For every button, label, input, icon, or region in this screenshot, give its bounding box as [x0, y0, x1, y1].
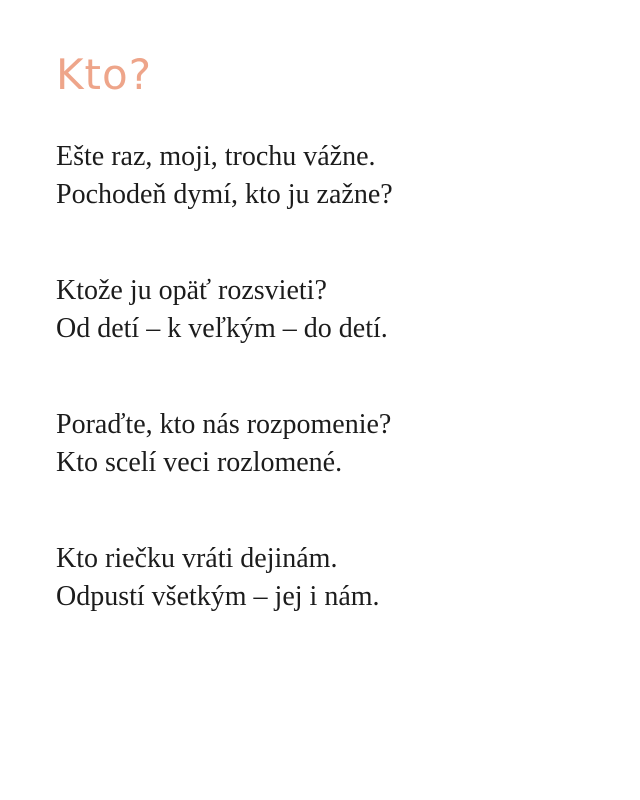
poem-line: Poraďte, kto nás rozpomenie?: [56, 409, 392, 440]
poem-title: Kto?: [56, 50, 152, 99]
poem-body: [56, 138, 616, 616]
poem-line: Odpustí všetkým – jej i nám.: [56, 581, 380, 612]
stanza-1: [56, 138, 616, 214]
poem-line: Ešte raz, moji, trochu vážne.: [56, 141, 376, 172]
stanza-2: [56, 272, 616, 348]
poem-line: Pochodeň dymí, kto ju zažne?: [56, 179, 393, 210]
poem-line: Kto riečku vráti dejinám.: [56, 543, 338, 574]
stanza-3: [56, 406, 616, 482]
stanza-4: [56, 540, 616, 616]
poem-line: Kto scelí veci rozlomené.: [56, 447, 343, 478]
poem-line: Ktože ju opäť rozsvieti?: [56, 275, 327, 306]
poem-line: Od detí – k veľkým – do detí.: [56, 313, 388, 344]
